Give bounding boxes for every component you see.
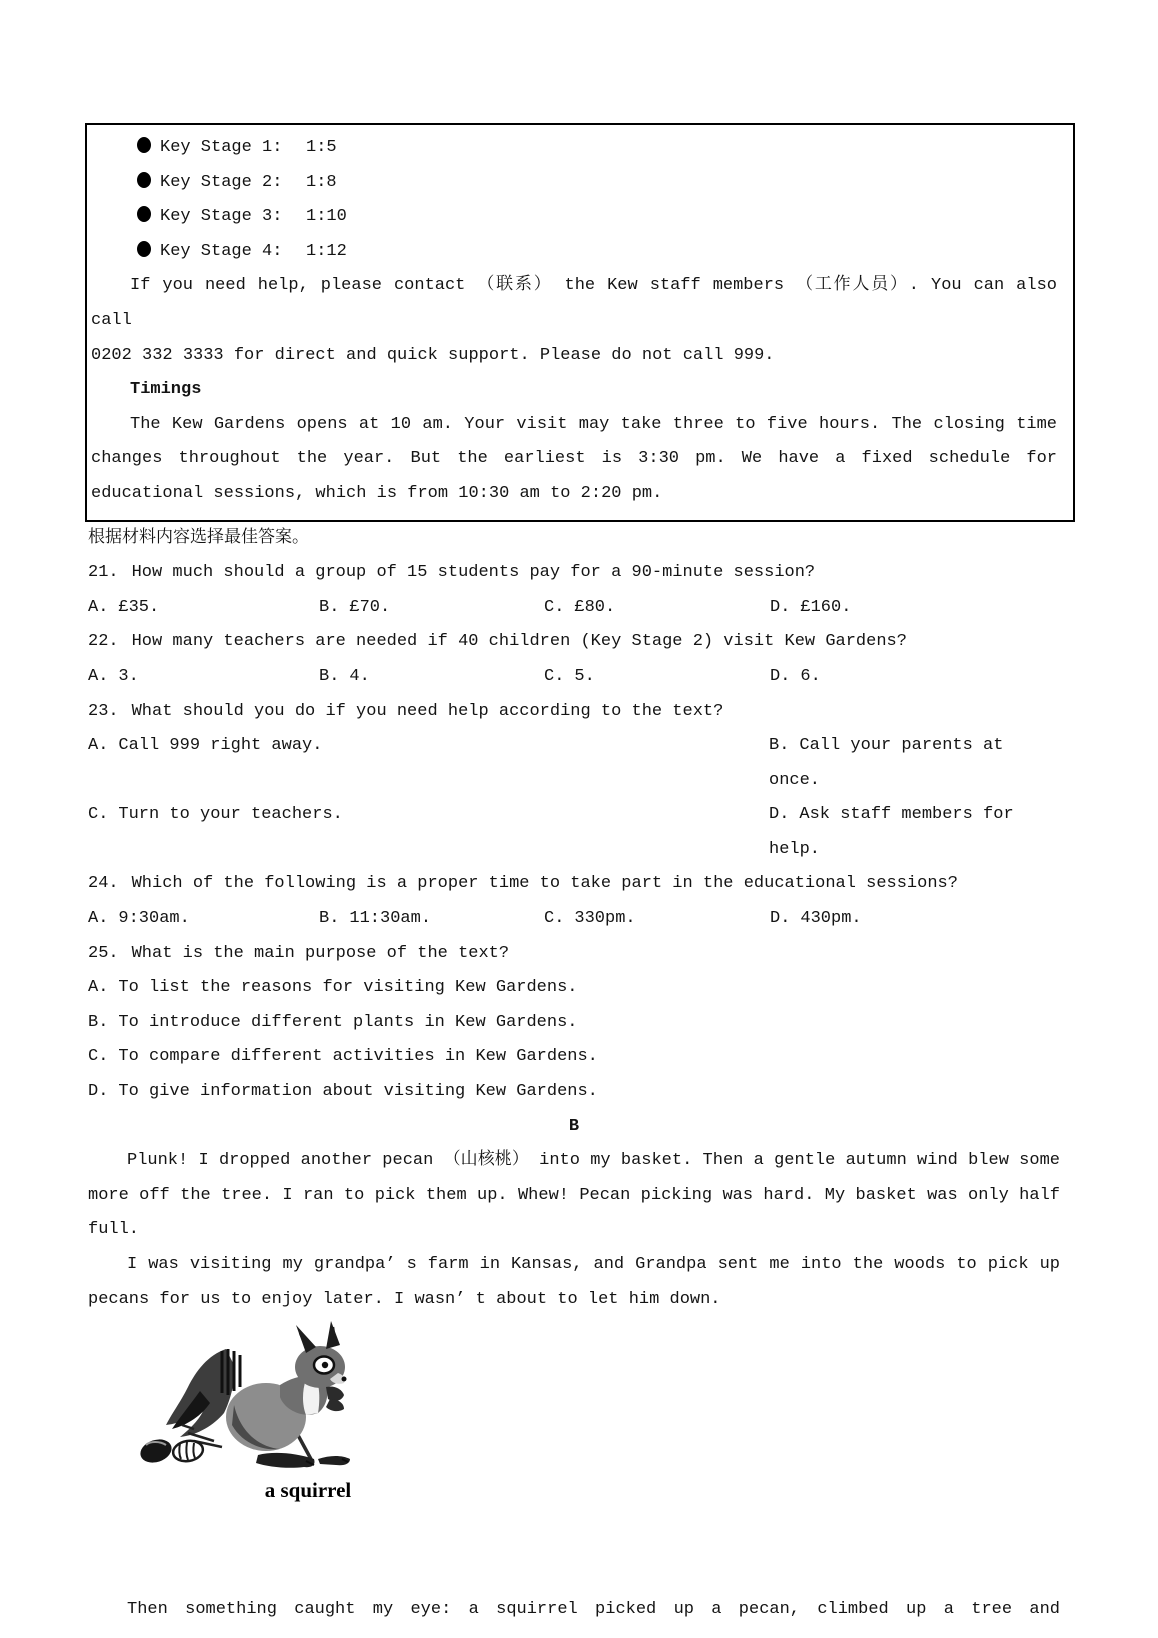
question-text: Which of the following is a proper time to take part in the educational sessions?: [131, 874, 958, 894]
question-number: 22.: [88, 632, 119, 652]
bullet-icon: [137, 206, 151, 222]
option-a: A. Call 999 right away.: [88, 736, 323, 756]
option-a: A. £35.: [88, 597, 160, 617]
help-paragraph-line2: 0202 332 3333 for direct and quick support. Please do not call 999.: [91, 345, 775, 365]
passage-b-para1-line3: full.: [88, 1220, 140, 1240]
option-d: D. 430pm.: [770, 909, 862, 929]
question-25-option-c: C. To compare different activities in Kew Gardens.: [88, 1047, 598, 1067]
section-b-header: B: [568, 1116, 580, 1136]
squirrel-illustration: [130, 1321, 370, 1473]
passage-b-para3-line1: Then something caught my eye: a squirrel picked up a pecan, climbed up a tree and: [127, 1600, 1060, 1620]
option-b: B. £70.: [319, 597, 391, 617]
reading-material-box: [85, 123, 1075, 522]
question-21: [88, 556, 1060, 591]
option-c: C. Turn to your teachers.: [88, 805, 343, 825]
bullet-icon: [137, 241, 151, 257]
question-25-option-b: B. To introduce different plants in Kew Gardens.: [88, 1012, 578, 1032]
question-text: What is the main purpose of the text?: [131, 943, 510, 963]
key-stage-3-row: [91, 200, 1057, 235]
help-paragraph-line1: If you need help, please contact （联系） the Kew staff members （工作人员）. You can also call: [91, 276, 1057, 330]
timings-heading: Timings: [130, 380, 202, 400]
key-stage-ratio: 1:5: [306, 138, 337, 157]
option-d: D. Ask staff members for help.: [769, 805, 1014, 859]
instruction-text: 根据材料内容选择最佳答案。: [88, 528, 309, 548]
key-stage-ratio: 1:10: [306, 207, 347, 227]
key-stage-4-row: [91, 235, 1057, 270]
question-23-options-row2: [88, 798, 1060, 867]
timings-paragraph-line3: educational sessions, which is from 10:30 am to 2:20 pm.: [91, 483, 663, 503]
option-c: C. 330pm.: [544, 909, 636, 929]
key-stage-ratio: 1:8: [306, 172, 337, 192]
question-24-options: [88, 902, 1060, 937]
question-number: 21.: [88, 563, 119, 583]
question-24: [88, 867, 1060, 902]
option-c: C. 5.: [544, 666, 595, 686]
option-b: B. 4.: [319, 666, 370, 686]
question-text: How many teachers are needed if 40 children (Key Stage 2) visit Kew Gardens?: [131, 632, 907, 652]
question-21-options: [88, 591, 1060, 626]
question-number: 25.: [88, 943, 119, 963]
timings-paragraph-line2: changes throughout the year. But the earliest is 3:30 pm. We have a fixed schedule for: [91, 449, 1057, 469]
option-a: A. 3.: [88, 666, 139, 686]
question-22-options: [88, 660, 1060, 695]
question-number: 24.: [88, 874, 119, 894]
key-stage-2-row: [91, 166, 1057, 201]
question-25: [88, 937, 1060, 972]
option-a: A. 9:30am.: [88, 909, 190, 929]
question-text: What should you do if you need help according to the text?: [131, 701, 724, 721]
bullet-icon: [137, 137, 151, 153]
key-stage-label: Key Stage 3:: [160, 207, 283, 227]
bullet-icon: [137, 172, 151, 188]
option-b: B. Call your parents at once.: [769, 736, 1004, 790]
key-stage-1-row: [91, 131, 1057, 166]
passage-b-para1-line2: more off the tree. I ran to pick them up. Whew! Pecan picking was hard. My basket was only half: [88, 1185, 1060, 1205]
passage-b-para2-line2: pecans for us to enjoy later. I wasn’ t about to let him down.: [88, 1289, 721, 1309]
question-23-options-row1: [88, 729, 1060, 798]
exam-page-content: [88, 123, 1060, 1628]
question-23: [88, 695, 1060, 730]
question-22: [88, 625, 1060, 660]
option-c: C. £80.: [544, 597, 616, 617]
key-stage-label: Key Stage 2:: [160, 172, 283, 192]
question-25-option-a: A. To list the reasons for visiting Kew Gardens.: [88, 978, 578, 998]
squirrel-figure: [88, 1321, 1060, 1507]
option-b: B. 11:30am.: [319, 909, 432, 929]
question-25-option-d: D. To give information about visiting Kew Gardens.: [88, 1082, 598, 1102]
passage-b-para2-line1: I was visiting my grandpa’ s farm in Kansas, and Grandpa sent me into the woods to pick up: [127, 1255, 1060, 1274]
option-d: D. £160.: [770, 597, 852, 617]
question-number: 23.: [88, 701, 119, 721]
option-d: D. 6.: [770, 666, 821, 686]
timings-paragraph-line1: The Kew Gardens opens at 10 am. Your visit may take three to five hours. The closing time: [130, 414, 1057, 434]
key-stage-label: Key Stage 4:: [160, 241, 283, 261]
figure-caption: a squirrel: [264, 1478, 352, 1503]
key-stage-label: Key Stage 1:: [160, 138, 283, 157]
passage-b-para1-line1: Plunk! I dropped another pecan （山核桃） into my basket. Then a gentle autumn wind blew some: [127, 1151, 1060, 1171]
question-text: How much should a group of 15 students pay for a 90-minute session?: [131, 563, 816, 583]
key-stage-ratio: 1:12: [306, 241, 347, 261]
